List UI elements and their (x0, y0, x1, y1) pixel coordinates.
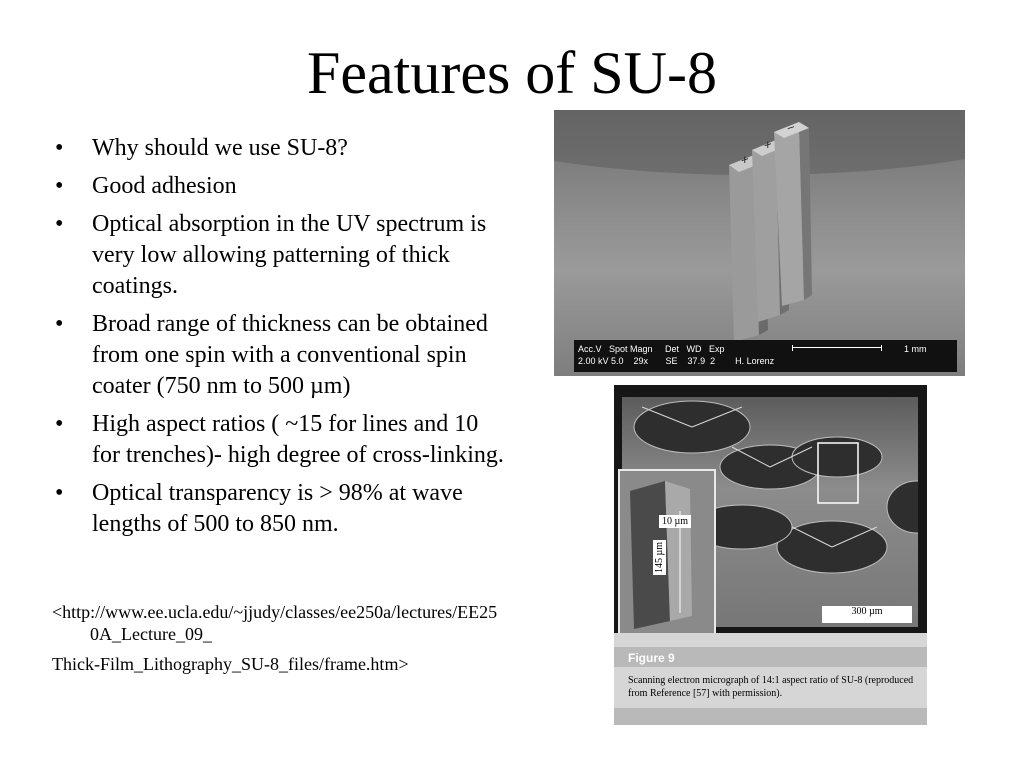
bullet-dot: • (55, 173, 64, 199)
reference-url-part-1: <http://www.ee.ucla.edu/~jjudy/classes/ee250a/lectures/EE250A_Lecture_09_ (52, 602, 498, 644)
bullet-dot: • (55, 411, 64, 437)
list-item: • Good adhesion (50, 171, 510, 202)
sem-pillars-image (554, 110, 965, 376)
scale-label: 1 mm (904, 344, 927, 354)
pillar-mark: + (741, 150, 749, 169)
figure-label: Figure 9 (628, 651, 675, 665)
pillar-mark: + (764, 135, 772, 154)
caption-footer (614, 708, 927, 725)
reference-block (52, 601, 502, 683)
pillars-illustration (554, 110, 965, 376)
sem-info-row-1: Acc.V Spot Magn Det WD Exp (578, 344, 725, 354)
bullet-list (50, 133, 510, 547)
scale-bar (822, 606, 912, 623)
figure-9 (614, 385, 927, 725)
inset-height-label: 145 µm (654, 541, 665, 573)
scale-bar (792, 345, 882, 351)
scale-label: 300 µm (851, 606, 883, 617)
page-title: Features of SU-8 (307, 40, 717, 106)
list-item: • Optical transparency is > 98% at wave lengths of 500 to 850 nm. (55, 480, 463, 537)
list-item: • Broad range of thickness can be obtained from one spin with a conventional spin coater (750 nm to 500 µm) (55, 311, 488, 399)
bullet-dot: • (55, 311, 64, 337)
list-item: • High aspect ratios ( ~15 for lines and 10 for trenches)- high degree of cross-linking. (55, 411, 504, 468)
inset-detail (618, 469, 716, 633)
figure-caption: Scanning electron micrograph of 14:1 aspect ratio of SU-8 (reproduced from Reference [57] with permission). (628, 675, 914, 699)
list-item: • Optical absorption in the UV spectrum is very low allowing patterning of thick coatings. (55, 211, 487, 299)
bullet-dot: • (55, 480, 64, 506)
sem-info-row-2: 2.00 kV 5.0 29x SE 37.9 2 H. Lorenz (578, 356, 775, 366)
pillar-mark: − (787, 118, 795, 137)
inset-pillar-illustration (620, 471, 714, 633)
list-item: • Why should we use SU-8? (50, 133, 510, 164)
reference-url-part-2: Thick-Film_Lithography_SU-8_files/frame.htm> (52, 654, 409, 674)
bullet-dot: • (55, 211, 64, 237)
bullet-dot: • (55, 135, 64, 161)
sem-info-bar (574, 340, 957, 372)
inset-width-label: 10 µm (659, 515, 691, 528)
sem-gear-image (614, 385, 927, 633)
